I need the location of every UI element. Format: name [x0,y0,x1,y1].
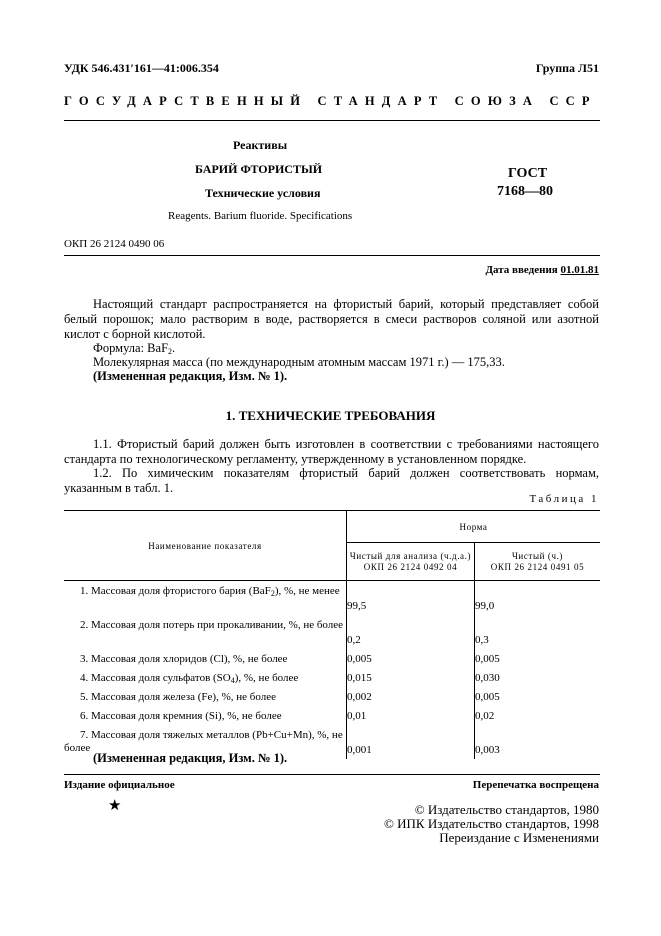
reissue-note: Переиздание с Изменениями [439,830,599,845]
value-grade-a: 0,01 [347,706,475,725]
header-grade-b: Чистый (ч.) ОКП 26 2124 0491 05 [475,543,601,581]
value-grade-a: 0,2 [347,615,475,649]
intro-amendment: (Измененная редакция, Изм. № 1). [93,369,288,383]
value-grade-b: 0,003 [475,743,500,756]
document-subtitle: Технические условия [205,186,321,200]
clause-1-2: 1.2. По химическим показателям фтористый барий должен соответствовать нормам, указанным в табл. 1. [64,466,599,495]
value-grade-b: 99,0 [475,600,495,612]
indicator-name: 4. Массовая доля сульфатов $(SO_4)$, %, не более [64,668,347,687]
value-grade-a: 0,001 [347,725,475,759]
star-icon: ★ [108,798,122,814]
value-grade-a: 99,5 [347,581,475,615]
udk-code: УДК 546.431′161—41:006.354 [64,61,219,75]
gost-number: 7168—80 [497,184,553,199]
reprint-notice: Перепечатка воспрещена [472,779,599,791]
indicator-name: 3. Массовая доля хлоридов (Cl), %, не более [64,649,347,668]
header-rule [64,120,600,121]
value-grade-b: 0,02 [475,709,495,722]
indicator-name: 2. Массовая доля потерь при прокаливании, %, не более [64,615,347,649]
document-title: БАРИЙ ФТОРИСТЫЙ [195,162,323,176]
table-row [64,615,600,649]
clause-1-1: 1.1. Фтористый барий должен быть изготовлен в соответствии с требованиями настоящего стандарта по технологическому регламенту, утвержденному в установленном порядке. [64,437,599,466]
intro-paragraph: Настоящий стандарт распространяется на фтористый барий, который представляет собой белый порошок; мало растворим в воде, растворяется в смеси растворов соляной или азотной кислот с борной кислотой. [64,297,599,341]
footer-rule [64,774,600,775]
category-label: Реактивы [233,138,288,152]
copyright-1980: © Издательство стандартов, 1980 [414,802,599,817]
value-grade-b: 0,005 [475,652,500,665]
table-row [64,581,600,615]
intro-date [485,264,599,276]
header-indicator: Наименование показателя [64,511,347,581]
intro-date-label: Дата введения [485,264,558,276]
indicator-name: 5. Массовая доля железа (Fe), %, не более [64,687,347,706]
value-grade-a: 0,005 [347,649,475,668]
state-standard-banner: ГОСУДАРСТВЕННЫЙ СТАНДАРТ СОЮЗА ССР [64,94,597,108]
group-code: Группа Л51 [535,61,599,75]
table-row [64,668,600,687]
value-grade-b: 0,030 [475,671,500,684]
norms-table [64,510,600,759]
value-grade-b: 0,005 [475,690,500,703]
copyright-1998: © ИПК Издательство стандартов, 1998 [384,816,599,831]
indicator-name: 6. Массовая доля кремния (Si), %, не более [64,706,347,725]
indicator-name: 7. Массовая доля тяжелых металлов (Pb+Cu+Mn), %, не более [64,725,347,759]
molecular-mass: Молекулярная масса (по международным атомным массам 1971 г.) — 175,33. [93,355,505,369]
table-row [64,706,600,725]
official-edition: Издание официальное [64,779,175,791]
intro-date-value: 01.01.81 [560,264,599,276]
english-title: Reagents. Barium fluoride. Specifications [168,210,353,222]
table-amendment: (Измененная редакция, Изм. № 1). [93,751,288,765]
value-grade-b: 0,3 [475,633,489,646]
okp-code: ОКП 26 2124 0490 06 [64,238,165,250]
table-caption: Таблица 1 [529,493,599,505]
indicator-name: 1. Массовая доля фтористого бария (BaF$_2$), %, не менее [64,581,347,615]
value-grade-a: 0,002 [347,687,475,706]
section-heading: 1. ТЕХНИЧЕСКИЕ ТРЕБОВАНИЯ [225,408,436,423]
table-row [64,687,600,706]
header-norm: Норма [347,511,601,543]
okp-rule [64,255,600,256]
value-grade-a: 0,015 [347,668,475,687]
gost-label: ГОСТ [508,166,548,181]
table-row [64,649,600,668]
header-grade-a: Чистый для анализа (ч.д.а.) ОКП 26 2124 0492 04 [347,543,475,581]
formula-line: Формула: BaF$_2$. [93,341,176,356]
